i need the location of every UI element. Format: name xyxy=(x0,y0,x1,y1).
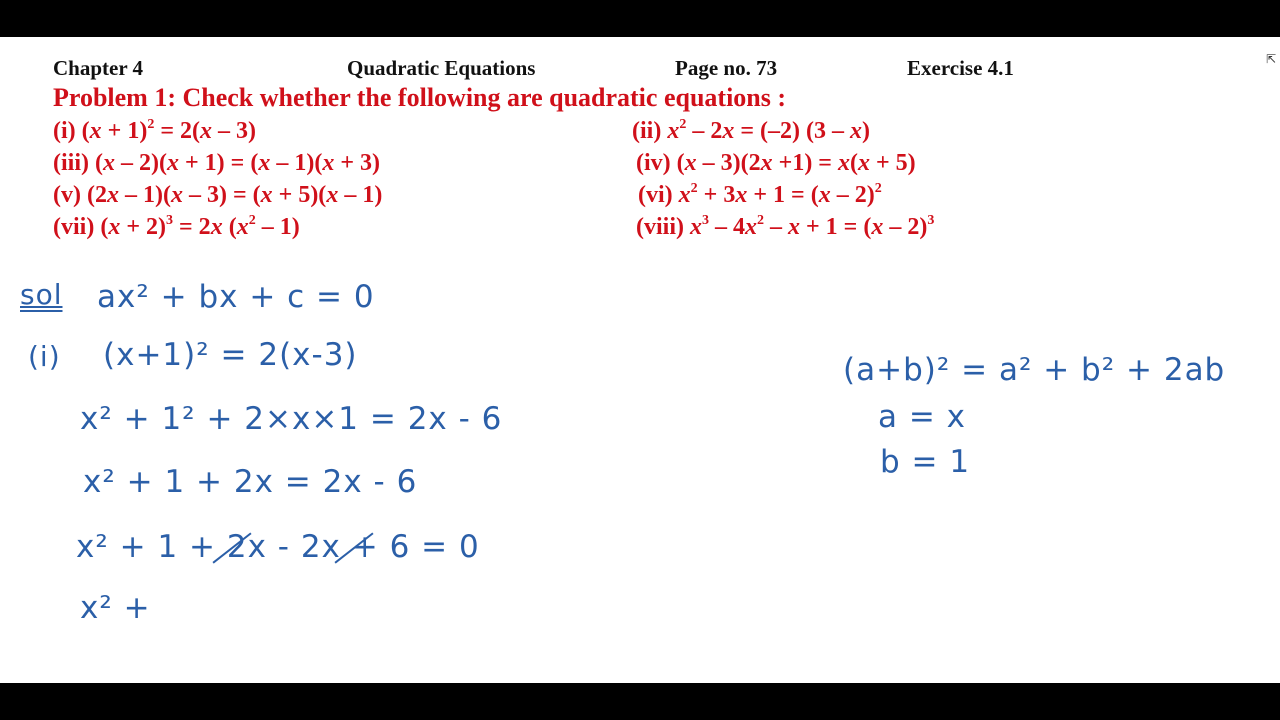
topic-label: Quadratic Equations xyxy=(347,56,536,80)
question-iv: (iv) (x – 3)(2x +1) = x(x + 5) xyxy=(636,150,916,176)
step-4: x² + 1 + 2x - 2x + 6 = 0 xyxy=(76,529,480,565)
question-iii: (iii) (x – 2)(x + 1) = (x – 1)(x + 3) xyxy=(53,150,380,176)
question-viii: (viii) $x^3 - 4x^2 - x + 1 = (x - 2)^3$ xyxy=(636,213,935,240)
question-vi: (vi) $x^2 + 3x + 1 = (x - 2)^2$ xyxy=(638,181,882,208)
step-2: x² + 1² + 2×x×1 = 2x - 6 xyxy=(80,401,503,437)
cursor-icon: ⇱ xyxy=(1265,52,1276,66)
question-label: (vi) xyxy=(638,182,673,208)
question-label: (vii) xyxy=(53,214,95,240)
chapter-label: Chapter 4 xyxy=(53,56,144,80)
question-label: (iv) xyxy=(636,150,671,176)
cancel-mark xyxy=(334,529,374,565)
question-label: (v) xyxy=(53,182,81,208)
question-v: (v) (2x – 1)(x – 3) = (x + 5)(x – 1) xyxy=(53,182,383,208)
cancel-mark xyxy=(212,529,252,565)
question-label: (ii) xyxy=(632,118,662,144)
question-label: (iii) xyxy=(53,150,89,176)
worksheet-board xyxy=(0,37,1280,683)
identity-formula: (a+b)² = a² + b² + 2ab xyxy=(843,352,1226,388)
step-3: x² + 1 + 2x = 2x - 6 xyxy=(83,464,418,500)
standard-form: ax² + bx + c = 0 xyxy=(97,279,375,315)
problem-title: Problem 1: Check whether the following are quadratic equations : xyxy=(53,83,787,112)
question-vii: (vii) $(x + 2)^3 = 2x$ $(x^2 - 1)$ xyxy=(53,213,300,240)
solution-label: sol xyxy=(20,278,63,311)
question-label: (viii) xyxy=(636,214,684,240)
identity-b-value: b = 1 xyxy=(880,444,971,480)
exercise-label: Exercise 4.1 xyxy=(907,56,1014,80)
step-5: x² + xyxy=(80,590,151,626)
question-i: (i) $(x + 1)^2 = 2(x - 3)$ xyxy=(53,117,256,144)
step-1: (x+1)² = 2(x-3) xyxy=(103,337,358,373)
page-number-label: Page no. 73 xyxy=(675,56,778,80)
question-label: (i) xyxy=(53,118,76,144)
identity-a-value: a = x xyxy=(878,399,967,435)
part-label: (i) xyxy=(28,340,61,373)
question-ii: (ii) $x^2 - 2x = (-2)$ (3 – x) xyxy=(632,117,870,144)
